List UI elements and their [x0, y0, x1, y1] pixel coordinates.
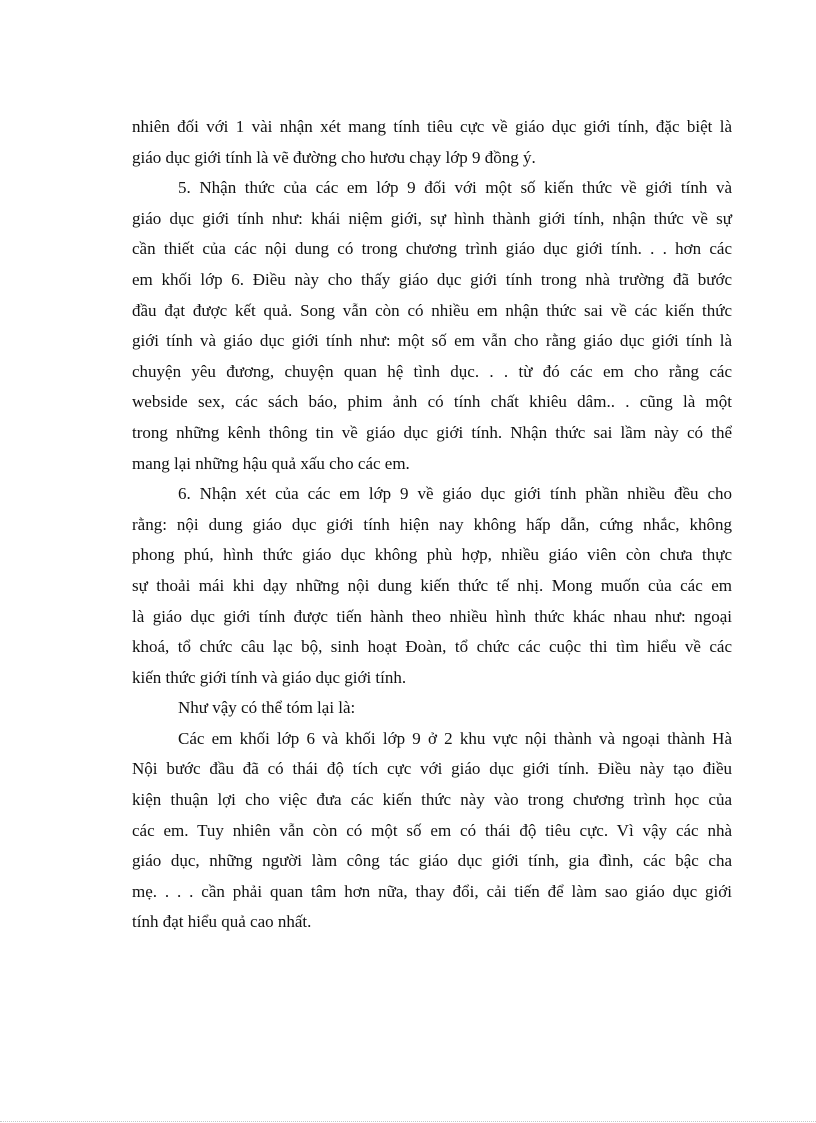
text-line: em khối lớp 6. Điều này cho thấy giáo dục giới tính trong nhà trường đã bước	[132, 269, 732, 289]
text-line: giáo dục, những người làm công tác giáo dục giới tính, gia đình, các bậc cha	[132, 851, 732, 871]
page-bottom-border	[0, 1121, 816, 1122]
text-line: chuyện yêu đương, chuyện quan hệ tình dục. . . từ đó các em cho rằng các	[132, 361, 732, 381]
text-line: tính đạt hiểu quả cao nhất.	[132, 912, 312, 932]
conclusion-first-line: Các em khối lớp 6 và khối lớp 9 ở 2 khu vực nội thành và ngoại thành Hà	[178, 728, 732, 748]
text-line: sự thoải mái khi dạy những nội dung kiến thức tế nhị. Mong muốn của các em	[132, 575, 732, 595]
text-line: mẹ. . . . cần phải quan tâm hơn nữa, thay đổi, cải tiến để làm sao giáo dục giới	[132, 881, 732, 901]
text-line: trong những kênh thông tin về giáo dục giới tính. Nhận thức sai lầm này có thể	[132, 422, 732, 442]
text-line: là giáo dục giới tính được tiến hành theo nhiều hình thức khác nhau như: ngoại	[132, 606, 732, 626]
summary-intro-line: Như vậy có thể tóm lại là:	[178, 698, 356, 718]
text-line: kiến thức giới tính và giáo dục giới tính.	[132, 667, 407, 687]
text-line: mang lại những hậu quả xấu cho các em.	[132, 453, 410, 473]
text-line: webside sex, các sách báo, phim ảnh có tính chất khiêu dâm.. . cũng là một	[132, 392, 732, 412]
paragraph-6-first-line: 6. Nhận xét của các em lớp 9 về giáo dục giới tính phần nhiều đều cho	[178, 484, 732, 504]
paragraph-5-first-line: 5. Nhận thức của các em lớp 9 đối với một số kiến thức về giới tính và	[178, 178, 732, 198]
text-line: giới tính và giáo dục giới tính như: một số em vẫn cho rằng giáo dục giới tính là	[132, 331, 732, 351]
text-line: phong phú, hình thức giáo dục không phù hợp, nhiều giáo viên còn chưa thực	[132, 545, 732, 565]
text-line: cần thiết của các nội dung có trong chương trình giáo dục giới tính. . . hơn các	[132, 239, 732, 259]
text-line: rằng: nội dung giáo dục giới tính hiện nay không hấp dẫn, cứng nhắc, không	[132, 514, 732, 534]
text-line: giáo dục giới tính là vẽ đường cho hươu chạy lớp 9 đồng ý.	[132, 147, 536, 167]
text-line: giáo dục giới tính như: khái niệm giới, sự hình thành giới tính, nhận thức về sự	[132, 208, 732, 228]
text-line: đầu đạt được kết quả. Song vẫn còn có nhiều em nhận thức sai về các kiến thức	[132, 300, 732, 320]
text-line: khoá, tổ chức câu lạc bộ, sinh hoạt Đoàn, tổ chức các cuộc thi tìm hiểu về các	[132, 637, 732, 657]
text-line: các em. Tuy nhiên vẫn còn có một số em có thái độ tiêu cực. Vì vậy các nhà	[132, 820, 732, 840]
text-line: nhiên đối với 1 vài nhận xét mang tính tiêu cực về giáo dục giới tính, đặc biệt là	[132, 117, 732, 136]
text-line: kiện thuận lợi cho việc đưa các kiến thức này vào trong chương trình học của	[132, 790, 732, 810]
text-line: Nội bước đầu đã có thái độ tích cực với giáo dục giới tính. Điều này tạo điều	[132, 759, 732, 779]
